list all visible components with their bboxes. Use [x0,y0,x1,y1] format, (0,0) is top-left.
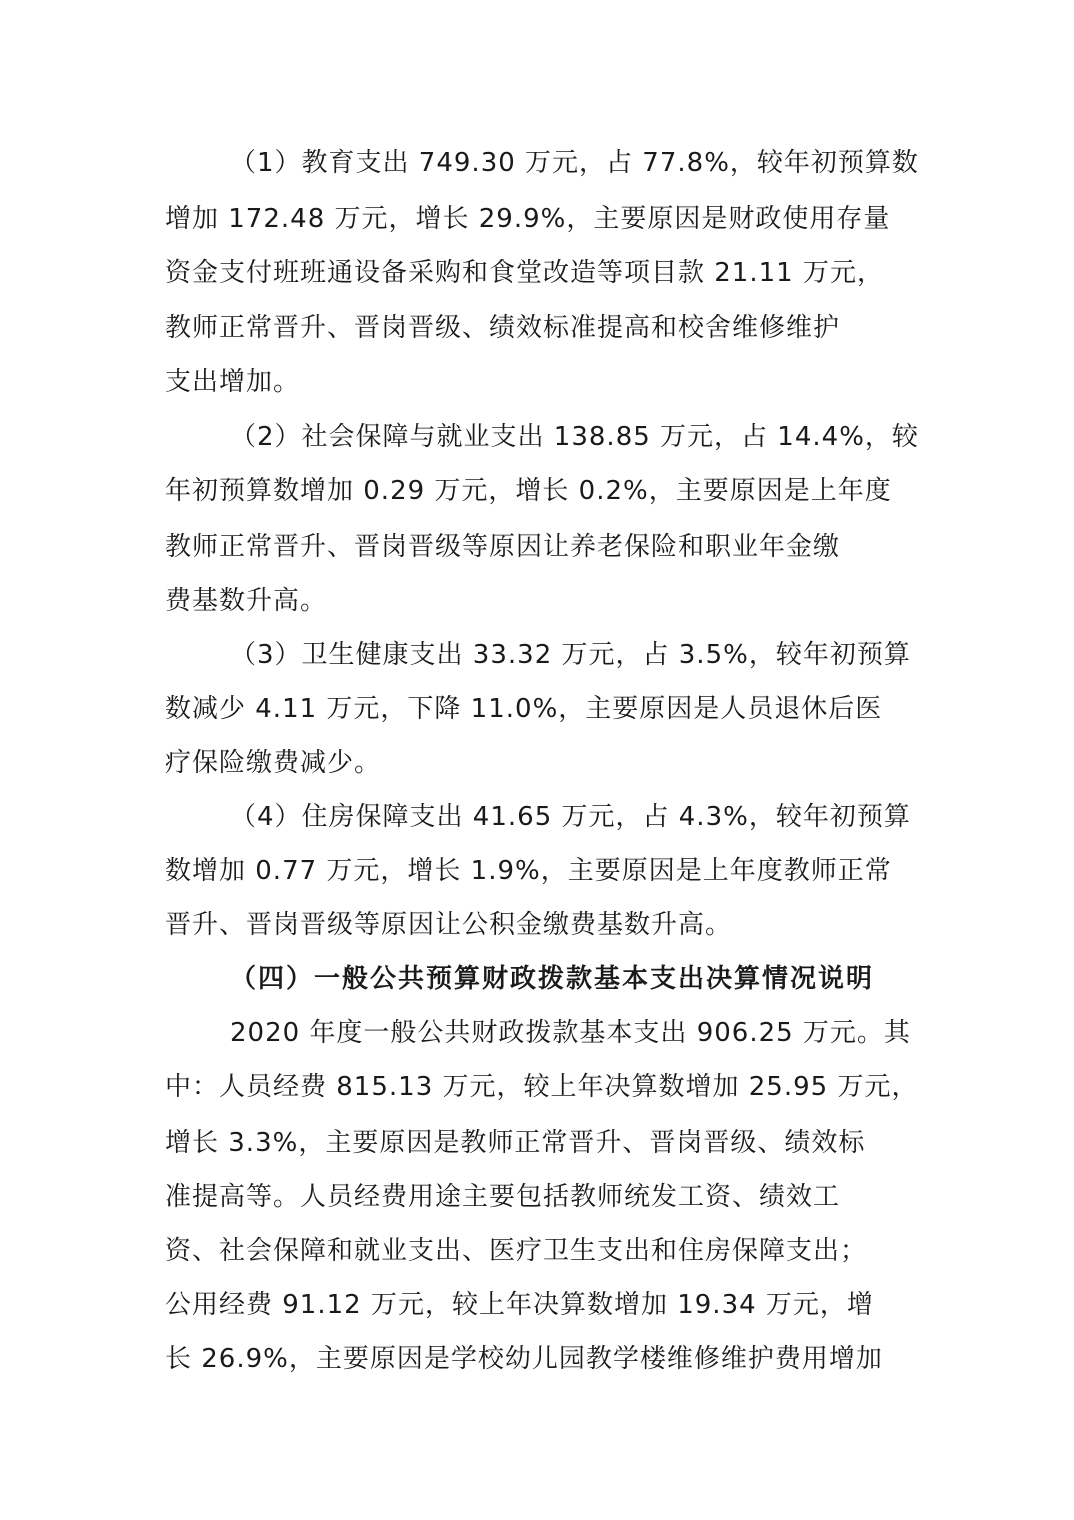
text-line: 数增加 0.77 万元，增长 1.9%，主要原因是上年度教师正常 [165,856,892,886]
section-heading: （四）一般公共预算财政拨款基本支出决算情况说明 [230,964,875,994]
text-line: 数减少 4.11 万元，下降 11.0%，主要原因是人员退休后医 [165,694,883,724]
text-line: （3）卫生健康支出 33.32 万元，占 3.5%，较年初预算 [230,640,911,670]
text-line: 准提高等。人员经费用途主要包括教师统发工资、绩效工 [165,1182,841,1212]
text-line: （1）教育支出 749.30 万元，占 77.8%，较年初预算数 [230,148,919,178]
text-line: （4）住房保障支出 41.65 万元，占 4.3%，较年初预算 [230,802,911,832]
text-line: 费基数升高。 [165,586,328,616]
text-line: （2）社会保障与就业支出 138.85 万元，占 14.4%，较 [230,422,919,452]
text-line: 资、社会保障和就业支出、医疗卫生支出和住房保障支出； [165,1236,868,1266]
text-line: 支出增加。 [165,367,301,397]
text-line: 增加 172.48 万元，增长 29.9%，主要原因是财政使用存量 [165,204,891,234]
text-line: 晋升、晋岗晋级等原因让公积金缴费基数升高。 [165,910,733,940]
text-line: 增长 3.3%，主要原因是教师正常晋升、晋岗晋级、绩效标 [165,1128,866,1158]
text-line: 疗保险缴费减少。 [165,748,382,778]
text-line: 中：人员经费 815.13 万元，较上年决算数增加 25.95 万元， [165,1072,919,1102]
text-line: 年初预算数增加 0.29 万元，增长 0.2%，主要原因是上年度 [165,476,892,506]
text-line: 长 26.9%，主要原因是学校幼儿园教学楼维修维护费用增加 [165,1344,883,1374]
text-line: 公用经费 91.12 万元，较上年决算数增加 19.34 万元，增 [165,1290,874,1320]
text-line: 2020 年度一般公共财政拨款基本支出 906.25 万元。其 [230,1018,911,1048]
text-line: 资金支付班班通设备采购和食堂改造等项目款 21.11 万元， [165,258,884,288]
text-line: 教师正常晋升、晋岗晋级、绩效标准提高和校舍维修维护 [165,313,841,343]
text-line: 教师正常晋升、晋岗晋级等原因让养老保险和职业年金缴 [165,532,841,562]
